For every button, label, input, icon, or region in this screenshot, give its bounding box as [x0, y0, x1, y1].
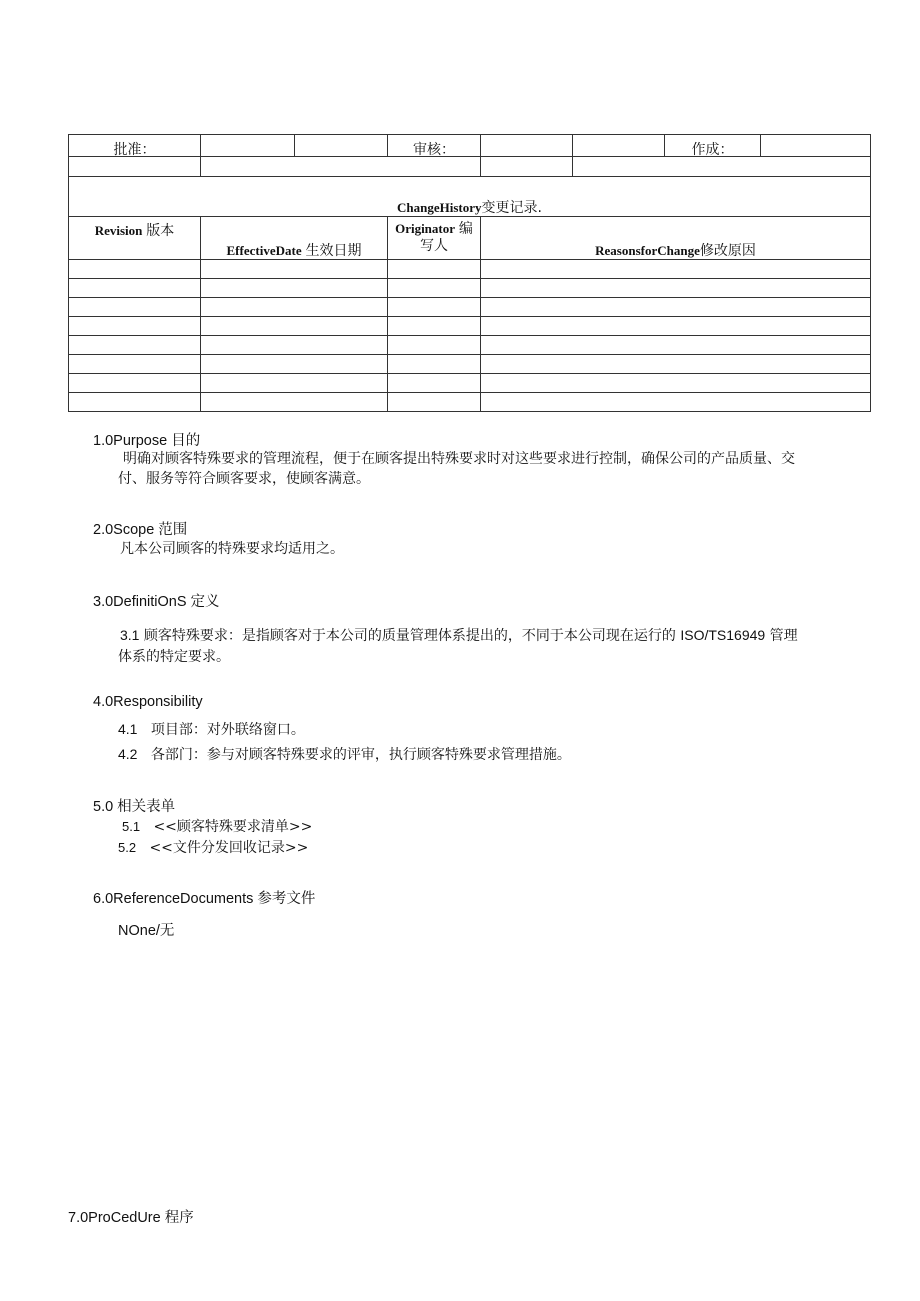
originator-header-cn2: 写人	[420, 238, 448, 254]
review-value	[481, 135, 573, 157]
approval-row	[69, 135, 871, 157]
change-history-title	[69, 177, 871, 217]
reference-heading: 6.0ReferenceDocuments 参考文件	[93, 891, 316, 907]
approval-blank-row	[69, 157, 871, 177]
responsibility-heading: 4.0Responsibility	[93, 694, 203, 710]
definition-text-1b: 管理	[769, 628, 798, 644]
responsibility-number: 4.1	[118, 721, 138, 737]
approve-value	[201, 135, 295, 157]
form-text: <<顾客特殊要求清单>>	[153, 819, 313, 835]
reason-header-en: ReasonsforChange	[595, 243, 700, 258]
approval-and-change-history-table	[68, 134, 871, 412]
effective-date-header-cn: 生效日期	[305, 243, 362, 259]
change-history-title-en: ChangeHistory	[397, 200, 482, 215]
responsibility-item-1	[118, 718, 305, 742]
prepare-label: 作成：	[665, 135, 761, 157]
change-history-header-row	[69, 217, 871, 260]
table-row	[69, 317, 871, 336]
blank-cell	[481, 157, 573, 177]
responsibility-text: 项目部：对外联络窗口。	[150, 722, 305, 738]
responsibility-text: 各部门：参与对顾客特殊要求的评审，执行顾客特殊要求管理措施。	[150, 747, 571, 763]
revision-header-en: Revision	[94, 223, 143, 238]
prepare-value	[761, 135, 871, 157]
form-number: 5.1	[122, 819, 141, 834]
forms-heading: 5.0 相关表单	[93, 799, 176, 815]
reference-text: NOne/无	[118, 923, 175, 939]
form-text: <<文件分发回收记录>>	[149, 840, 309, 856]
purpose-line-1: 明确对顾客特殊要求的管理流程，便于在顾客提出特殊要求时对这些要求进行控制，确保公司的产品质量、交	[123, 451, 795, 467]
blank-cell	[573, 157, 871, 177]
table-row	[69, 279, 871, 298]
scope-text: 凡本公司顾客的特殊要求均适用之。	[120, 541, 344, 557]
originator-header-en: Originator	[395, 221, 456, 236]
originator-header	[388, 217, 481, 260]
form-number: 5.2	[118, 840, 137, 855]
definition-iso: ISO/TS16949	[680, 627, 766, 643]
definition-item	[120, 624, 798, 648]
responsibility-item-2	[118, 743, 571, 767]
table-row	[69, 374, 871, 393]
procedure-heading: 7.0ProCedUre 程序	[68, 1210, 194, 1226]
revision-header-cn: 版本	[146, 223, 175, 239]
effective-date-header	[201, 217, 388, 260]
table-row	[69, 260, 871, 279]
scope-heading: 2.0Scope 范围	[93, 522, 188, 538]
reason-header-cn: 修改原因	[699, 243, 756, 259]
change-history-title-row	[69, 177, 871, 217]
effective-date-header-en: EffectiveDate	[226, 243, 302, 258]
revision-header	[69, 217, 201, 260]
blank-cell	[69, 157, 201, 177]
approve-value-2	[295, 135, 388, 157]
definitions-heading: 3.0DefinitiOnS 定义	[93, 594, 220, 610]
review-value-2	[573, 135, 665, 157]
table-row	[69, 336, 871, 355]
responsibility-number: 4.2	[118, 746, 138, 762]
table-row	[69, 355, 871, 374]
form-item-2	[118, 836, 308, 860]
table-row	[69, 298, 871, 317]
approve-label: 批准：	[69, 135, 201, 157]
table-row	[69, 393, 871, 412]
change-history-title-cn: 变更记录.	[481, 200, 542, 216]
originator-header-cn1: 编	[458, 221, 473, 237]
definition-text-1: 顾客特殊要求：是指顾客对于本公司的质量管理体系提出的，不同于本公司现在运行的	[143, 628, 676, 644]
purpose-line-2: 付、服务等符合顾客要求，使顾客满意。	[118, 471, 370, 487]
definition-text-2: 体系的特定要求。	[118, 649, 230, 665]
definition-number: 3.1	[120, 627, 140, 643]
purpose-heading: 1.0Purpose 目的	[93, 433, 201, 449]
blank-cell	[201, 157, 481, 177]
reason-header	[481, 217, 871, 260]
review-label: 审核：	[388, 135, 481, 157]
